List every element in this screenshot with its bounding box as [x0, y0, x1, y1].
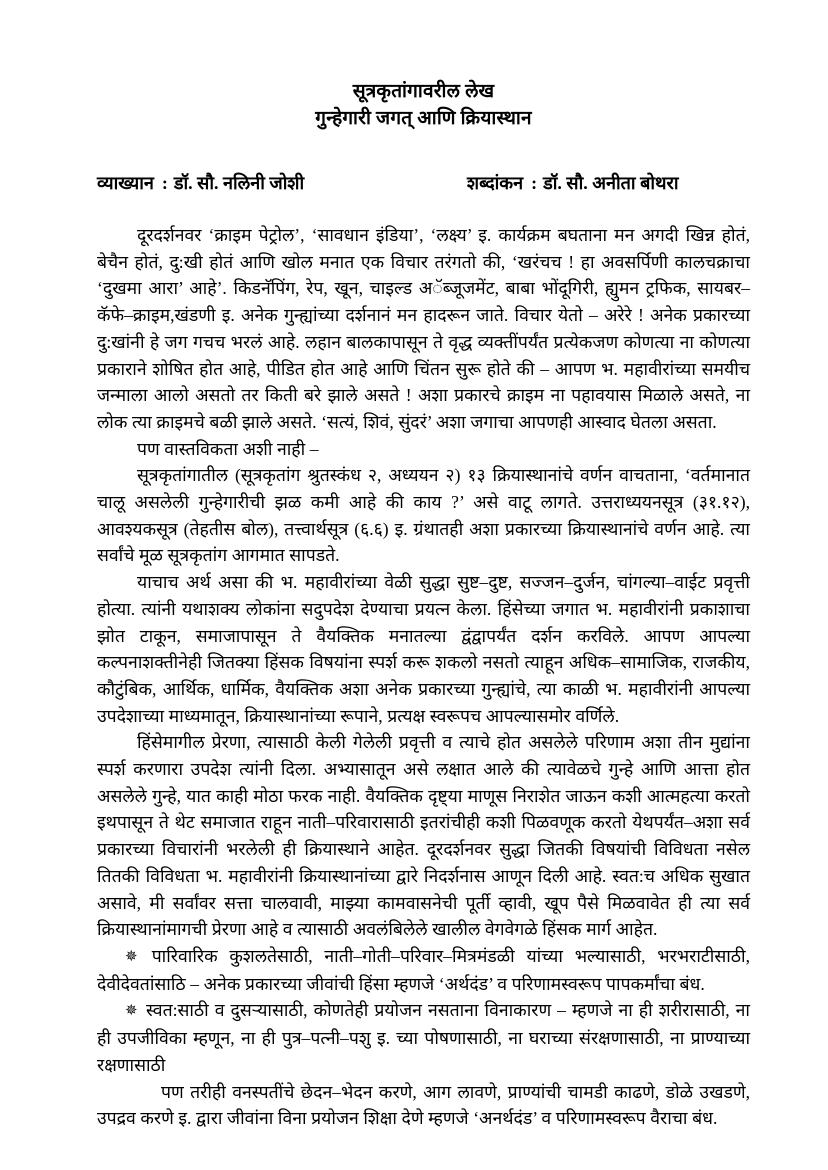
paragraph-text: स्वत:साठी व दुसऱ्यासाठी, कोणतेही प्रयोजन नसताना विनाकारण – म्हणजे ना ही शरीरासाठी, ना ही उपजीविका म्हणून, ना ही पुत्र–पत्नी–पशु इ. च्या पोषणासाठी, ना घराच्या संरक्षणासाठी, ना प्राण्याच्या रक्षणासाठी	[97, 1000, 750, 1075]
paragraph-text: पण तरीही वनस्पतींचे छेदन–भेदन करणे, आग लावणे, प्राण्यांची चामडी काढणे, डोळे उखडणे, उपद्रव करणे इ. द्वारा जीवांना विना प्रयोजन शिक्षा देणे म्हणजे ‘अनर्थदंड’ व परिणामस्वरूप वैराचा बंध.	[97, 1081, 750, 1129]
byline-lecturer	[97, 170, 467, 196]
body-paragraph	[97, 569, 750, 729]
body-paragraph	[97, 729, 750, 943]
byline	[97, 170, 750, 196]
bullet-marker-icon: ✵	[125, 948, 149, 965]
paragraph-text: पारिवारिक कुशलतेसाठी, नाती–गोती–परिवार–मित्रमंडळी यांच्या भल्यासाठी, भरभराटीसाठी, देवीदेवतांसाठि – अनेक प्रकारच्या जीवांची हिंसा म्हणजे ‘अर्थदंड’ व परिणामस्वरूप पापकर्मांचा बंध.	[97, 945, 750, 994]
byline-lecturer-label: व्याख्यान	[97, 173, 154, 193]
body-paragraph	[97, 462, 750, 569]
body-paragraph	[97, 436, 750, 463]
byline-lecturer-name: डॉ. सौ. नलिनी जोशी	[173, 173, 305, 193]
body-paragraph	[97, 997, 750, 1078]
title-line-1: सूत्रकृतांगावरील लेख	[352, 81, 495, 102]
body-paragraph	[97, 1079, 750, 1132]
paragraph-text: हिंसेमागील प्रेरणा, त्यासाठी केली गेलेली प्रवृत्ती व त्याचे होत असलेले परिणाम अशा तीन मुद्यांना स्पर्श करणारा उपदेश त्यांनी दिला. अभ्यासातून असे लक्षात आले की त्यावेळचे गुन्हे आणि आत्ता होत असलेले गुन्हे, यात काही मोठा फरक नाही. वैयक्तिक दृष्ट्या माणूस निराशेत जाऊन कशी आत्महत्या करतो इथपासून ते थेट समाजात राहून नाती–परिवारासाठी इतरांचीही कशी पिळवणूक करतो येथपर्यंत–अशा सर्व प्रकारच्या विचारांनी भरलेली ही क्रियास्थाने आहेत. दूरदर्शनवर सुद्धा जितकी विषयांची विविधता नसेल तितकी विविधता भ. महावीरांनी क्रियास्थानांच्या द्वारे निदर्शनास आणून दिली आहे. स्वत:च अधिक सुखात असावे, मी सर्वांवर सत्ता चालवावी, माझ्या कामवासनेची पूर्ती व्हावी, खूप पैसे मिळवावेत ही त्या सर्व क्रियास्थानांमागची प्रेरणा आहे व त्यासाठी अवलंबिलेले खालील वेगवेगळे हिंसक मार्ग आहेत.	[97, 732, 750, 940]
paragraph-text: दूरदर्शनवर ‘क्राइम पेट्रोल’, ‘सावधान इंडिया’, ‘लक्ष्य’ इ. कार्यक्रम बघताना मन अगदी खिन्न होतं, बेचैन होतं, दु:खी होतं आणि खोल मनात एक विचार तरंगतो की, ‘खरंचच ! हा अवसर्पिणी कालचक्राचा ‘दुखमा आरा’ आहे’. किडनॅपिंग, रेप, खून, चाइल्ड अॅब्जूजमेंट, बाबा भोंदूगिरी, ह्युमन ट्रफिक, सायबर–कॅफे–क्राइम,खंडणी इ. अनेक गुन्ह्यांच्या दर्शनानं मन हादरून जाते. विचार येतो – अरेरे ! अनेक प्रकारच्या दु:खांनी हे जग गचच भरलं आहे. लहान बालकापासून ते वृद्ध व्यक्तींपर्यंत प्रत्येकजण कोणत्या ना कोणत्या प्रकाराने शोषित होत आहे, पीडित होत आहे आणि चिंतन सुरू होते की – आपण भ. महावीरांच्या समयीच जन्माला आलो असतो तर किती बरे झाले असते ! अशा प्रकारचे क्राइम ना पहावयास मिळाले असते, ना लोक त्या क्राइमचे बळी झाले असते. ‘सत्यं, शिवं, सुंदरं’ अशा जगाचा आपणही आस्वाद घेतला असता.	[97, 225, 750, 432]
byline-transcriber	[467, 170, 679, 196]
body-paragraph	[97, 943, 750, 997]
paragraph-text: याचाच अर्थ असा की भ. महावीरांच्या वेळी सुद्धा सुष्ट–दुष्ट, सज्जन–दुर्जन, चांगल्या–वाईट प्रवृत्ती होत्या. त्यांनी यथाशक्य लोकांना सदुपदेश देण्याचा प्रयत्न केला. हिंसेच्या जगात भ. महावीरांनी प्रकाशाचा झोत टाकून, समाजापासून ते वैयक्तिक मनातल्या द्वंद्वापर्यंत दर्शन करविले. आपण आपल्या कल्पनाशक्तीनेही जितक्या हिंसक विषयांना स्पर्श करू शकलो नसतो त्याहून अधिक–सामाजिक, राजकीय, कौटुंबिक, आर्थिक, धार्मिक, वैयक्तिक अशा अनेक प्रकारच्या गुन्ह्यांचे, त्या काळी भ. महावीरांनी आपल्या उपदेशाच्या माध्यमातून, क्रियास्थानांच्या रूपाने, प्रत्यक्ष स्वरूपच आपल्यासमोर वर्णिले.	[97, 572, 750, 726]
byline-lecturer-separator: :	[161, 173, 168, 193]
article-body	[97, 222, 750, 1132]
byline-transcriber-label: शब्दांकन	[467, 173, 524, 193]
body-paragraph	[97, 222, 750, 436]
paragraph-text: सूत्रकृतांगातील (सूत्रकृतांग श्रुतस्कंध २, अध्ययन २) १३ क्रियास्थानांचे वर्णन वाचताना, ‘वर्तमानात चालू असलेली गुन्हेगारीची झळ कमी आहे की काय ?’ असे वाटू लागते. उत्तराध्ययनसूत्र (३१.१२), आवश्यकसूत्र (तेहतीस बोल), तत्त्वार्थसूत्र (६.६) इ. ग्रंथातही अशा प्रकारच्या क्रियास्थानांचे वर्णन आहे. त्या सर्वांचे मूळ सूत्रकृतांग आगमात सापडते.	[97, 465, 750, 566]
byline-transcriber-name: डॉ. सौ. अनीता बोथरा	[543, 173, 679, 193]
page-title	[97, 72, 750, 132]
paragraph-text: पण वास्तविकता अशी नाही –	[137, 438, 319, 459]
bullet-marker-icon: ✵	[125, 1003, 143, 1020]
title-line-2: गुन्हेगारी जगत् आणि क्रियास्थान	[315, 108, 532, 129]
byline-transcriber-separator: :	[531, 173, 538, 193]
